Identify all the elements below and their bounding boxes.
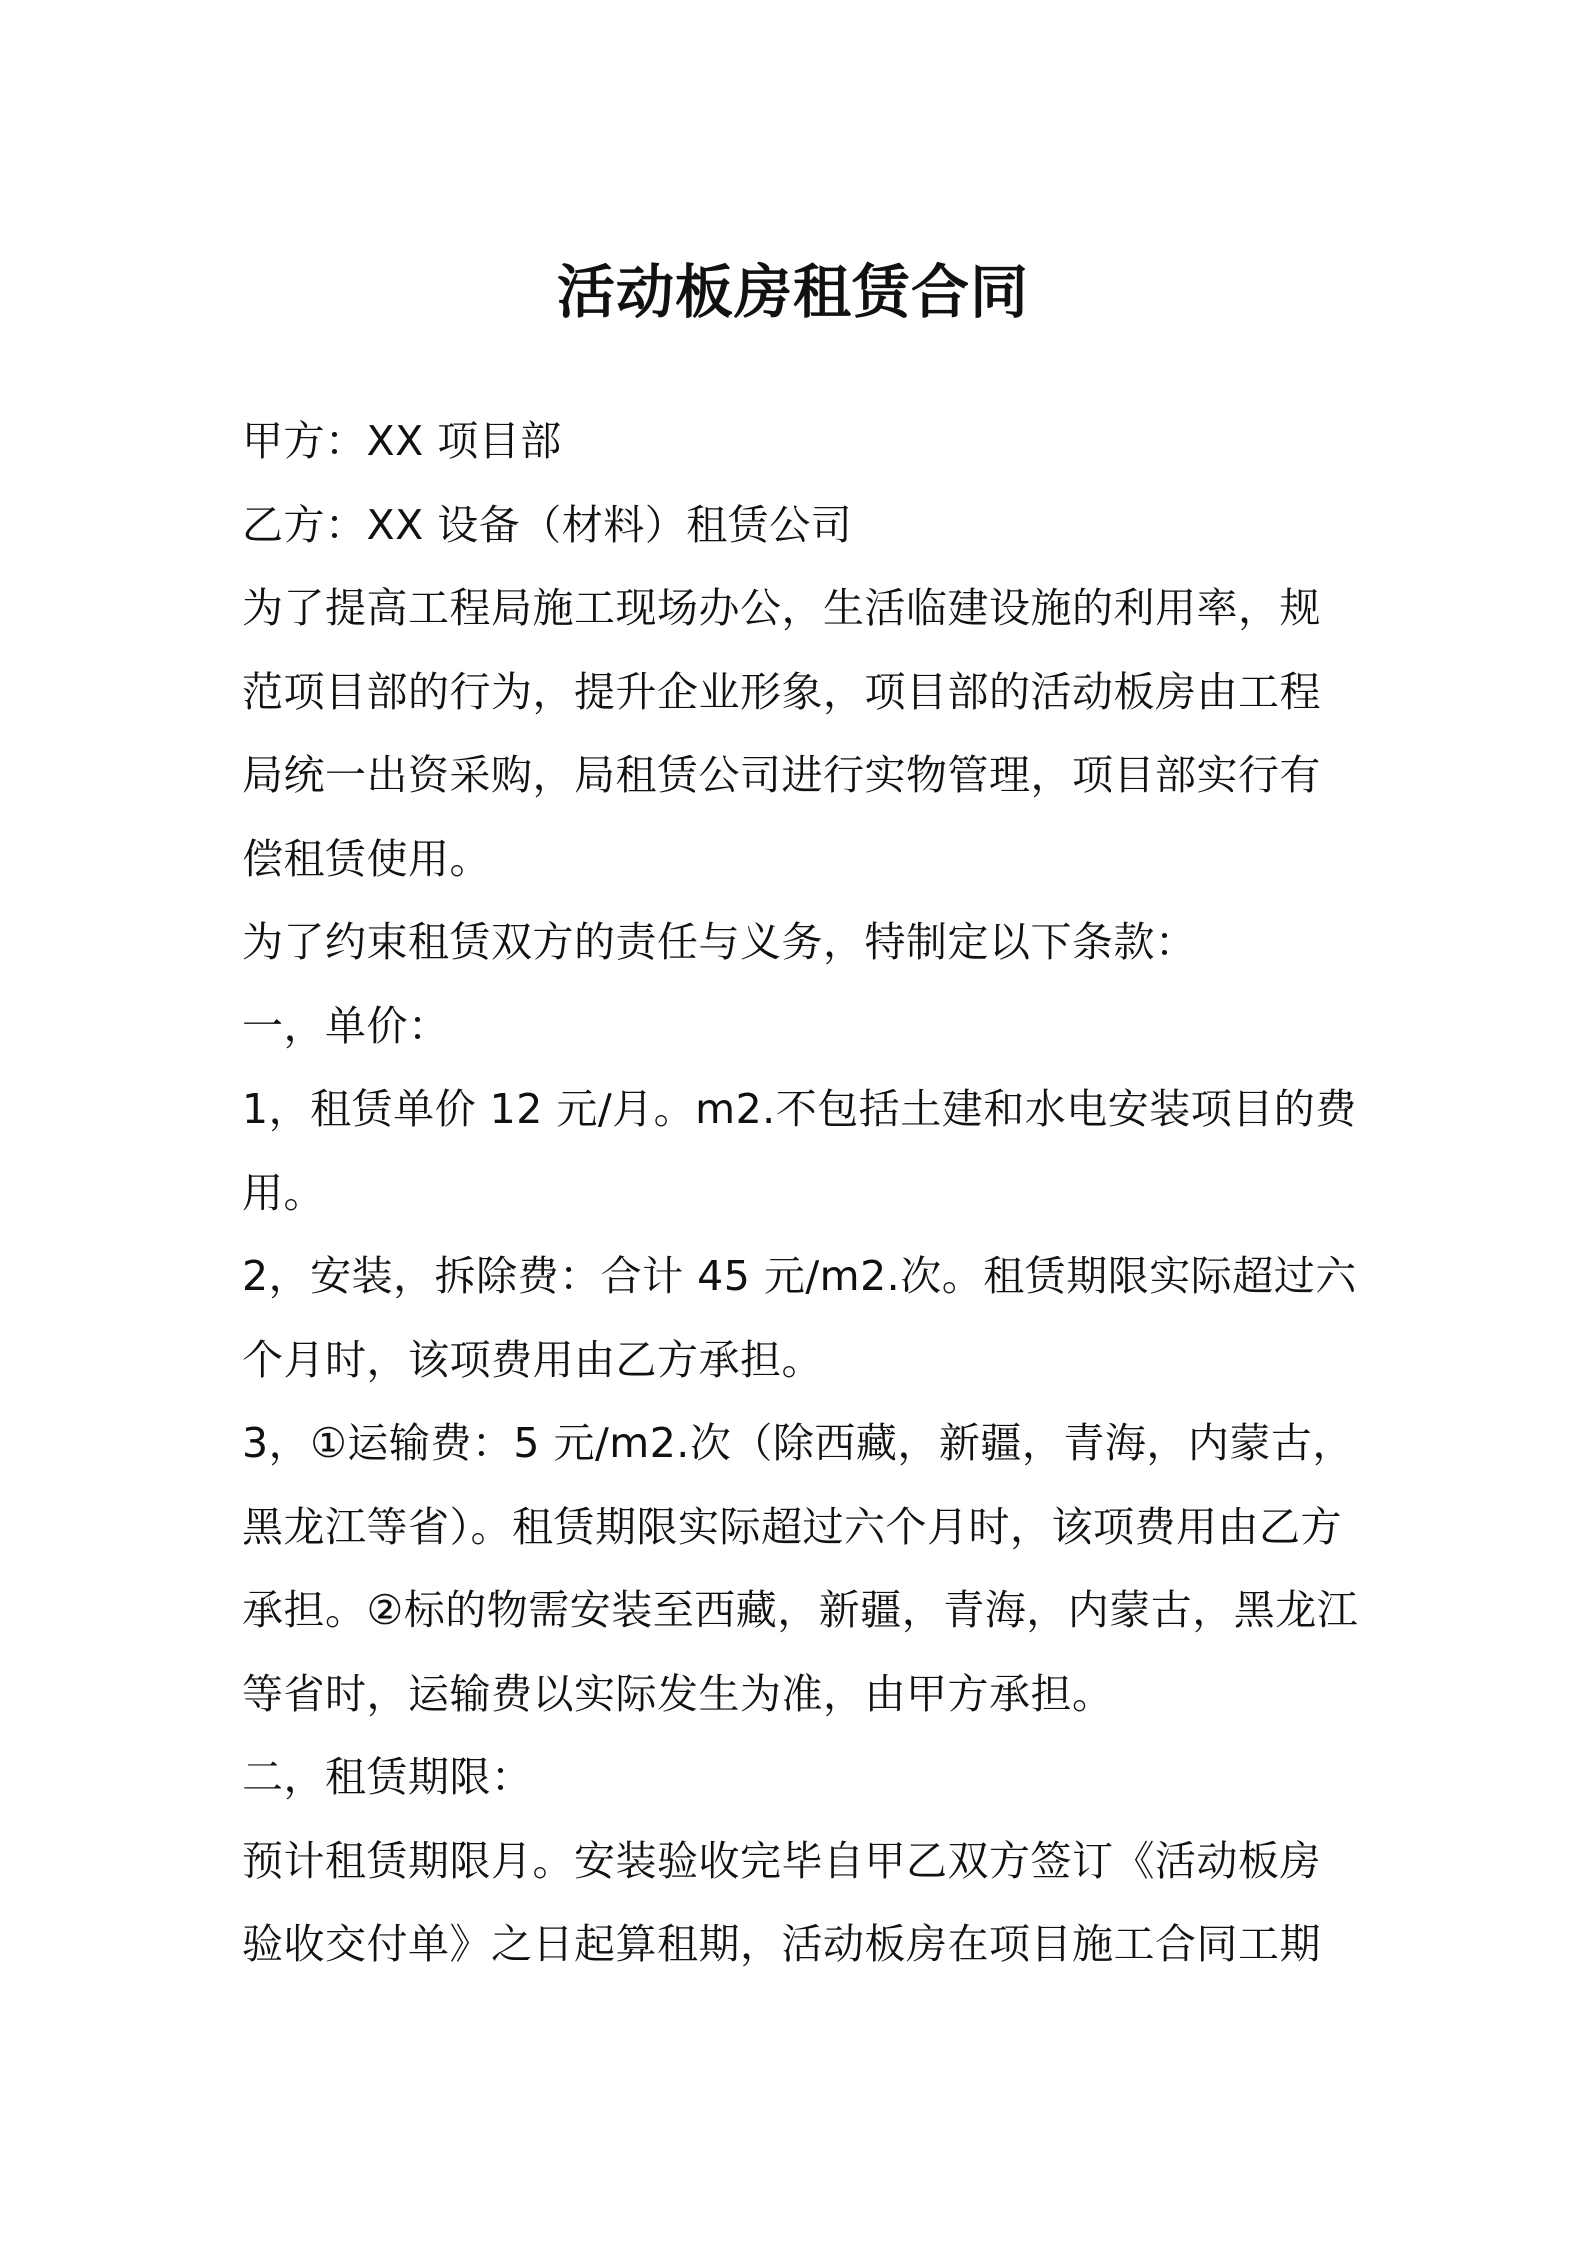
section-heading-lease-term: 二，租赁期限：: [242, 1753, 533, 1801]
clause-1-paragraph: 1，租赁单价 12 元/月。m2.不包括土建和水电安装项目的费用。: [242, 1085, 1357, 1217]
clause-2-paragraph: 2，安装，拆除费：合计 45 元/m2.次。租赁期限实际超过六个月时，该项费用由乙方承担。: [242, 1252, 1357, 1384]
lease-term-paragraph: 预计租赁期限月。安装验收完毕自甲乙双方签订《活动板房验收交付单》之日起算租期，活动板房在项目施工合同工期: [242, 1836, 1321, 1968]
terms-intro-paragraph: 为了约束租赁双方的责任与义务，特制定以下条款：: [242, 918, 1197, 966]
section-heading-unit-price: 一，单价：: [242, 1001, 450, 1050]
party-b-line: 乙方：XX 设备（材料）租赁公司: [242, 500, 853, 549]
document-title: 活动板房租赁合同: [556, 258, 1029, 326]
clause-3-paragraph: 3，①运输费：5 元/m2.次（除西藏，新疆，青海，内蒙古，黑龙江等省）。租赁期限实际超过六个月时，该项费用由乙方承担。②标的物需安装至西藏，新疆，青海，内蒙古，黑龙江等省时，运输费以实际发生为准，由甲方承担。: [242, 1419, 1359, 1718]
document-body: [242, 400, 1360, 1987]
preamble-paragraph: 为了提高工程局施工现场办公，生活临建设施的利用率，规范项目部的行为，提升企业形象，项目部的活动板房由工程局统一出资采购，局租赁公司进行实物管理，项目部实行有偿租赁使用。: [242, 584, 1321, 883]
party-a-line: 甲方：XX 项目部: [242, 417, 562, 465]
